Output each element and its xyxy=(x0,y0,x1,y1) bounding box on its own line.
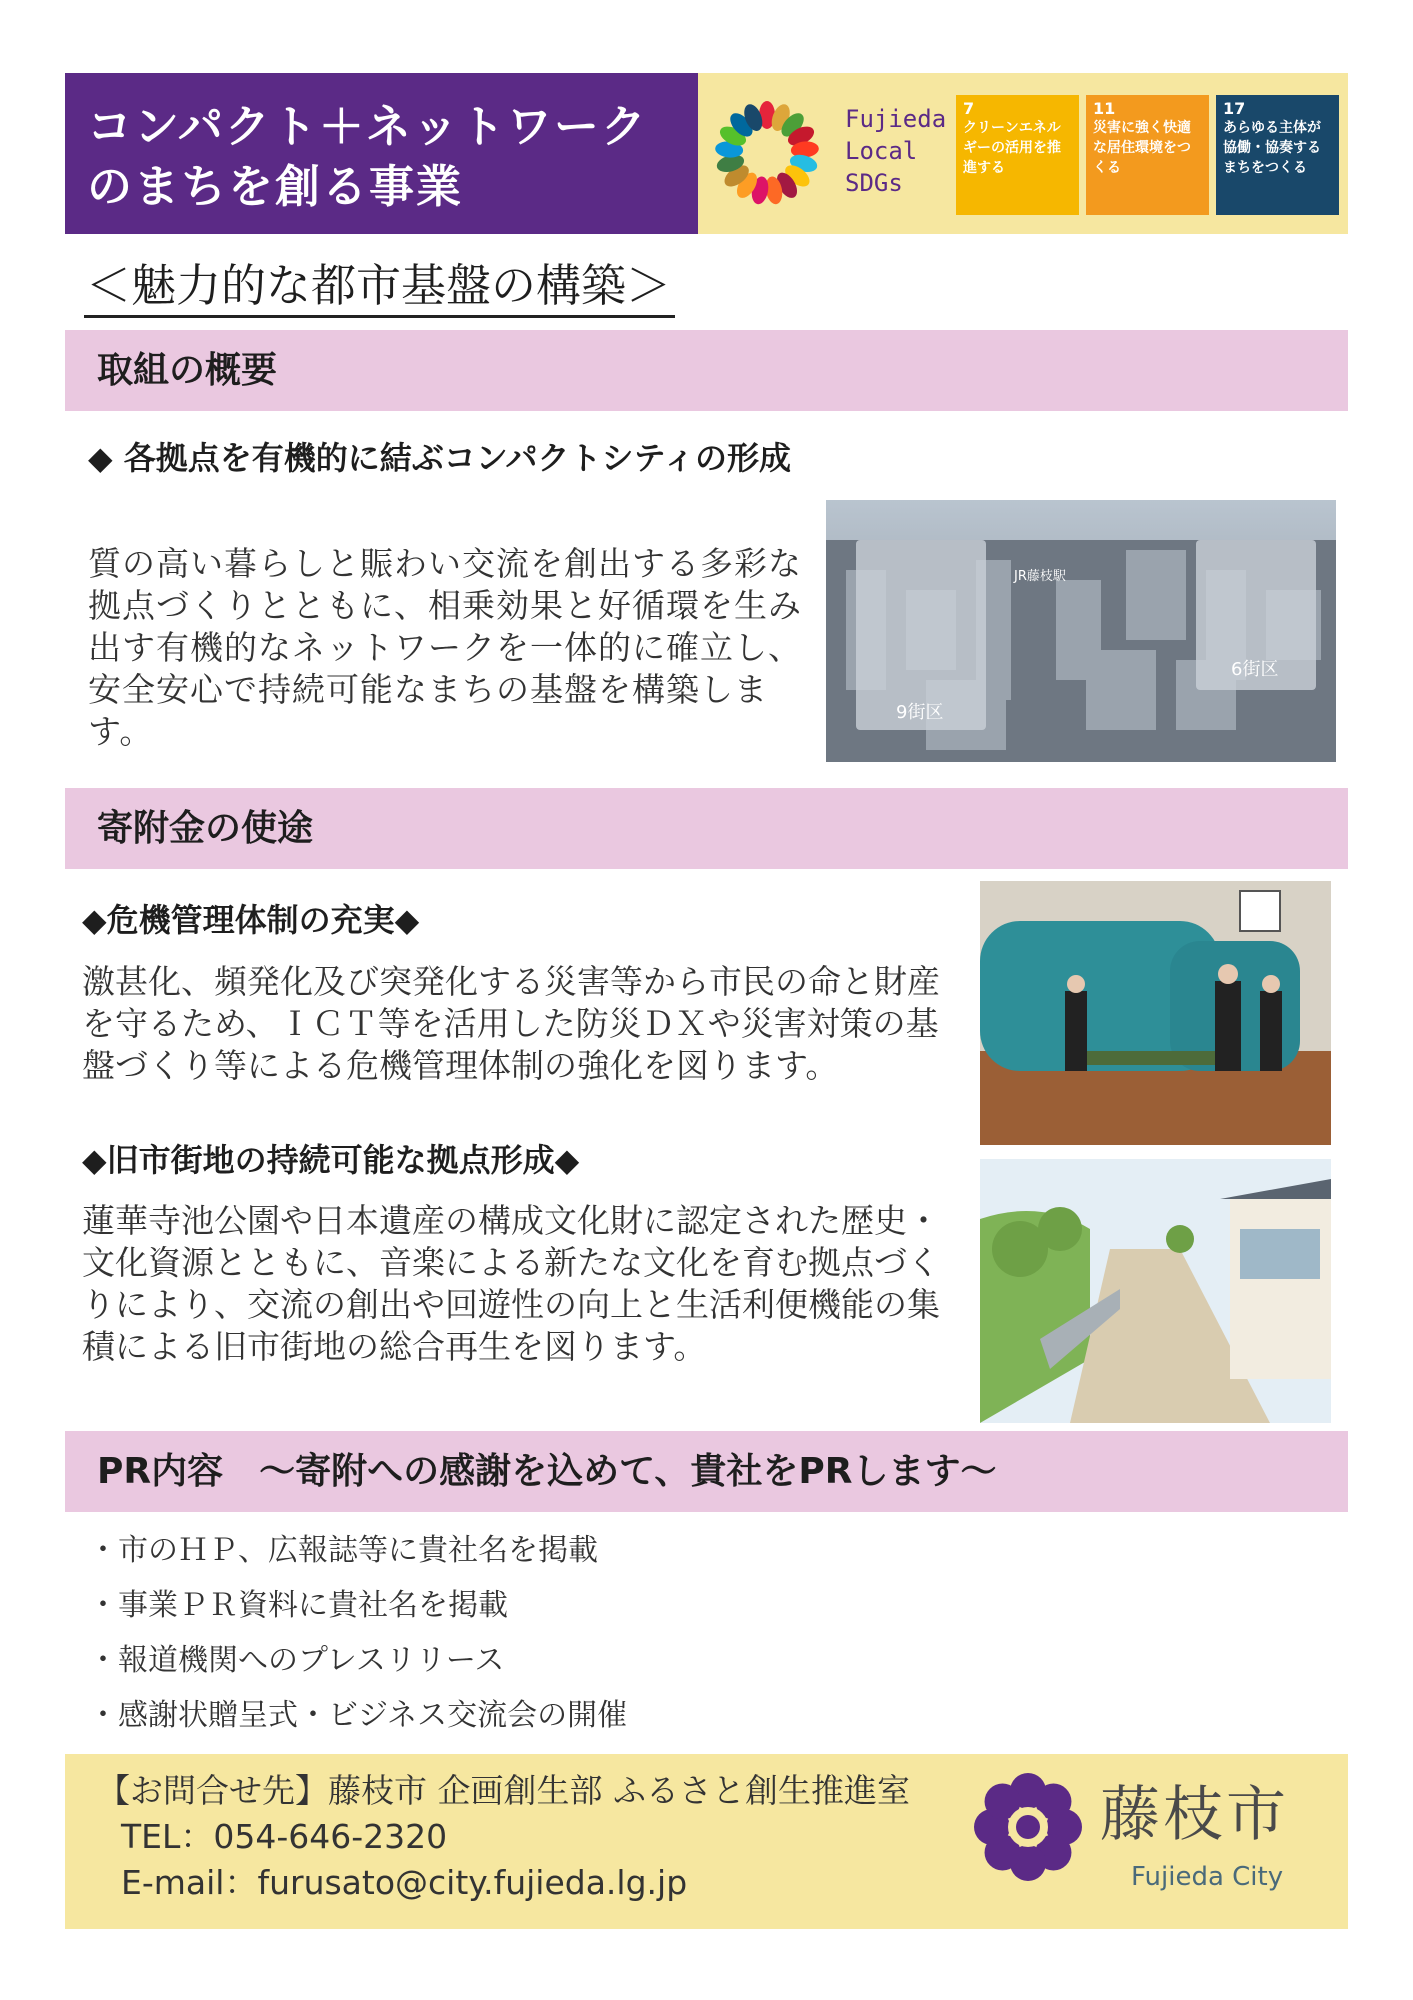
subtitle: ＜魅力的な都市基盤の構築＞ xyxy=(84,258,675,318)
list-item: ・ 事業ＰＲ資料に貴社名を掲載 xyxy=(88,1578,627,1633)
list-item: ・ 感謝状贈呈式・ビジネス交流会の開催 xyxy=(88,1688,627,1743)
sdgs-text-line-1: Fujieda xyxy=(845,105,947,133)
list-item: ・ 報道機関へのプレスリリース xyxy=(88,1633,627,1688)
block-6-label: 6街区 xyxy=(1231,659,1279,680)
goal-text: 災害に強く快適な居住環境をつくる xyxy=(1093,120,1191,176)
goal-number: 7 xyxy=(963,99,975,118)
use-heading-crisis-management: ◆危機管理体制の充実◆ xyxy=(82,901,420,939)
sdg-goal-17-badge xyxy=(1216,95,1339,215)
project-title xyxy=(65,73,698,234)
section-header-pr: PR内容 ～寄附への感謝を込めて、貴社をPRします～ xyxy=(65,1431,1348,1512)
station-label: JR藤枝駅 xyxy=(1014,569,1066,584)
fujieda-local-sdgs-logo xyxy=(845,103,946,199)
sdgs-text-line-3: SDGs xyxy=(845,169,903,197)
fujieda-city-emblem-icon xyxy=(972,1771,1084,1883)
contact-footer xyxy=(65,1754,1348,1929)
goal-number: 11 xyxy=(1093,99,1116,118)
section-header-uses: 寄附金の使途 xyxy=(65,788,1348,869)
title-line-1: コンパクト＋ネットワーク xyxy=(87,100,648,153)
contact-office: 藤枝市 企画創生部 ふるさと創生推進室 xyxy=(328,1771,910,1810)
aerial-city-photo xyxy=(826,500,1336,762)
pr-list xyxy=(88,1523,627,1743)
overview-heading: ◆ 各拠点を有機的に結ぶコンパクトシティの形成 xyxy=(88,439,791,477)
goal-number: 17 xyxy=(1223,99,1246,118)
old-town-street-illustration xyxy=(980,1159,1331,1423)
contact-info xyxy=(97,1768,910,1906)
city-name-english: Fujieda City xyxy=(1131,1862,1284,1892)
sdg-goal-7-badge xyxy=(956,95,1079,215)
goal-text: クリーンエネルギーの活用を推進する xyxy=(963,120,1061,176)
disaster-drill-photo xyxy=(980,881,1331,1145)
overview-body: 質の高い暮らしと賑わい交流を創出する多彩な拠点づくりとともに、相乗効果と好循環を生み出す有機的なネットワークを一体的に確立し、安全安心で持続可能なまちの基盤を構築します。 xyxy=(88,544,802,751)
sdg-goal-11-badge xyxy=(1086,95,1209,215)
use-body-old-town: 蓮華寺池公園や日本遺産の構成文化財に認定された歴史・文化資源とともに、音楽による新たな文化を育む拠点づくりにより、交流の創出や回遊性の向上と生活利便機能の集積による旧市街地の総合再生を図ります。 xyxy=(82,1201,940,1366)
block-9-label: 9街区 xyxy=(896,702,944,723)
section-header-overview: 取組の概要 xyxy=(65,330,1348,411)
list-item: ・ 市のＨＰ、広報誌等に貴社名を掲載 xyxy=(88,1523,627,1578)
goal-text: あらゆる主体が協働・協奏するまちをつくる xyxy=(1223,120,1321,176)
phone-number: TEL：054-646-2320 xyxy=(121,1817,448,1856)
sdgs-text-line-2: Local xyxy=(845,137,918,165)
city-name: 藤枝市 xyxy=(1100,1780,1289,1850)
header-banner xyxy=(65,73,1348,234)
title-line-2: のまちを創る事業 xyxy=(87,160,464,213)
sdgs-wheel-icon xyxy=(711,97,823,209)
contact-label: 【お問合せ先】 xyxy=(97,1771,328,1810)
use-heading-old-town: ◆旧市街地の持続可能な拠点形成◆ xyxy=(82,1141,580,1179)
use-body-crisis-management: 激甚化、頻発化及び突発化する災害等から市民の命と財産を守るため、ＩＣＴ等を活用した防災ＤＸや災害対策の基盤づくり等による危機管理体制の強化を図ります。 xyxy=(82,962,940,1085)
email-address: E-mail：furusato@city.fujieda.lg.jp xyxy=(121,1863,688,1902)
